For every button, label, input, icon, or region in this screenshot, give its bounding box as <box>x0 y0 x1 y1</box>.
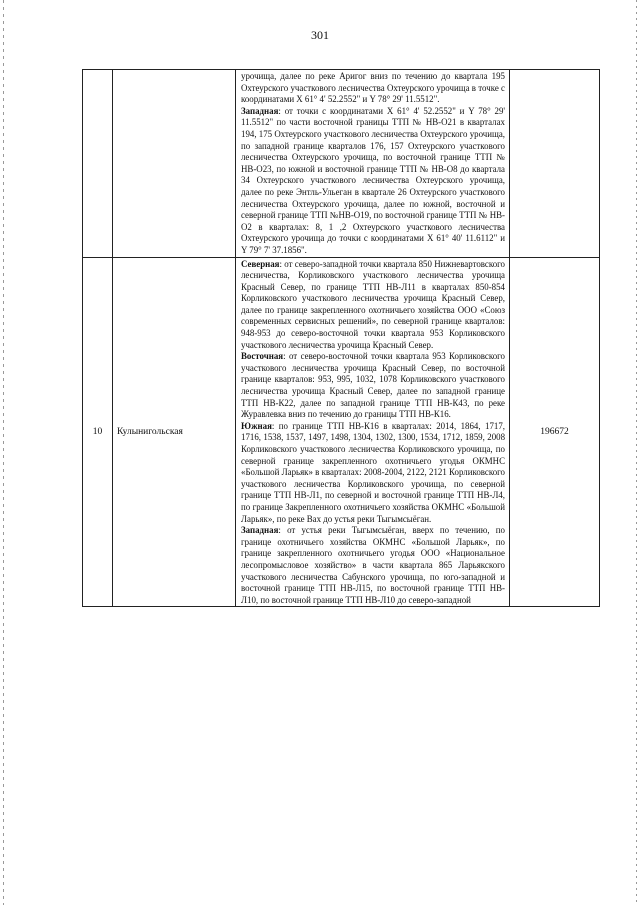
boundary-west <box>241 525 505 606</box>
table-row-10 <box>83 257 600 607</box>
boundary-west-text: : от устья реки Тыгымсыёган, вверх по течению, по границе охотничьего хозяйства ОКМНС «Большой Ларьяк», по границе закрепленного охотничьего угодья ООО «Национальное лесопромысловое хозяйство» в части квартала 865 Ларьякского участкового лесничества Сабунского урочища, по юго-западной и восточной границе ТТП НВ-Л15, по восточной границе ТТП НВ-Л10, по восточной границе ТТП НВ-Л10 до северо-западной <box>241 525 505 605</box>
cell-number-empty <box>83 70 113 258</box>
boundary-north <box>241 259 505 352</box>
boundary-south-text: : по границе ТТП НВ-К16 в кварталах: 2014, 1864, 1717, 1716, 1538, 1537, 1497, 1498, 1304, 1302, 1300, 1534, 1712, 1859, 2008 Корликовского участкового лесничества Корликовского урочища, по северной границе закрепленного охотничьего угодья ОКМНС «Большой Ларьяк» в кварталах: 2008-2004, 2122, 2121 Корликовского участкового лесничества Корликовского урочища, по северной границе ТТП НВ-Л1, по северной и восточной границе ТТП НВ-Л4, по границе Закрепленного охотничьего хозяйства ОКМНС «Большой Ларьяк», по реке Вах до устья реки Тыгымсыёган. <box>241 420 505 524</box>
boundary-south-label: Южная <box>241 420 272 431</box>
area-name: Кулынигольская <box>113 257 236 607</box>
cell-name-empty <box>113 70 236 258</box>
boundary-south <box>241 421 505 525</box>
cell-area-empty <box>510 70 600 258</box>
boundary-west <box>241 106 505 257</box>
area-value: 196672 <box>510 257 600 607</box>
boundary-north-text: : от северо-западной точки квартала 850 Нижневартовского лесничества, Корликовского участкового лесничества урочища Красный Север, по границе ТТП НВ-Л11 в кварталах 850-854 Корликовского участкового лесничества урочища Красный Север, далее по границе закрепленного охотничьего хозяйства ООО «Союз современных сервисных решений», по северной границе кварталов: 948-953 до северо-восточной точки квартала 953 Корликовского участкового лесничества урочища Красный Север. <box>241 258 505 350</box>
boundary-continuation: урочища, далее по реке Аригог вниз по течению до квартала 195 Охтеурского участкового лесничества Охтеурского урочища в точке с координатами X 61° 4' 52.2552" и Y 78° 29' 11.5512". <box>241 71 505 105</box>
boundary-east-text: : от северо-восточной точки квартала 953 Корликовского участкового лесничества урочища Красный Север, по восточной границе кварталов: 953, 995, 1032, 1078 Корликовского участкового лесничества урочища Красный Север, далее по западной границе ТТП НВ-К22, далее по западной границе ТТП НВ-К43, по реке Журавлевка вниз по течению до границы ТТП НВ-К16. <box>241 351 505 420</box>
row-number: 10 <box>83 257 113 607</box>
cell-boundary-description <box>236 70 510 258</box>
boundary-west-label: Западная <box>241 105 279 116</box>
scan-edge-left <box>3 0 4 905</box>
boundary-west-text: : от точки с координатами X 61° 4' 52.2552" и Y 78° 29' 11.5512" по части восточной границы ТТП № НВ-О21 в кварталах 194, 175 Охтеурского участкового лесничества Охтеурского урочища, по западной границе кварталов 176, 157 Охтеурского участкового лесничества Охтеурского урочища, по восточной границе ТТП № НВ-О23, по южной и восточной границе ТТП № НВ-О8 до квартала 34 Охтеурского участкового лесничества Охтеурского урочища, далее по реке Энтль-Ульеган в квартале 26 Охтеурского участкового лесничества Охтеурского урочища, далее по южной, восточной и северной границе ТТП №НВ-О19, по восточной границе ТТП № НВ-О2 в кварталах: 8, 1 ,2 Охтеурского участкового лесничества Охтеурского урочища до точки с координатами X 61° 40' 11.6112" и Y 79° 7' 37.1856". <box>241 105 505 255</box>
boundary-east <box>241 351 505 421</box>
table-row-previous <box>83 70 600 258</box>
boundary-west-label: Западная <box>241 525 279 536</box>
scan-edge-right <box>636 0 637 905</box>
boundary-table <box>82 69 600 607</box>
page-number: 301 <box>311 28 329 42</box>
boundary-north-label: Северная <box>241 258 280 269</box>
boundary-east-label: Восточная <box>241 351 284 362</box>
cell-boundary-description <box>236 257 510 607</box>
